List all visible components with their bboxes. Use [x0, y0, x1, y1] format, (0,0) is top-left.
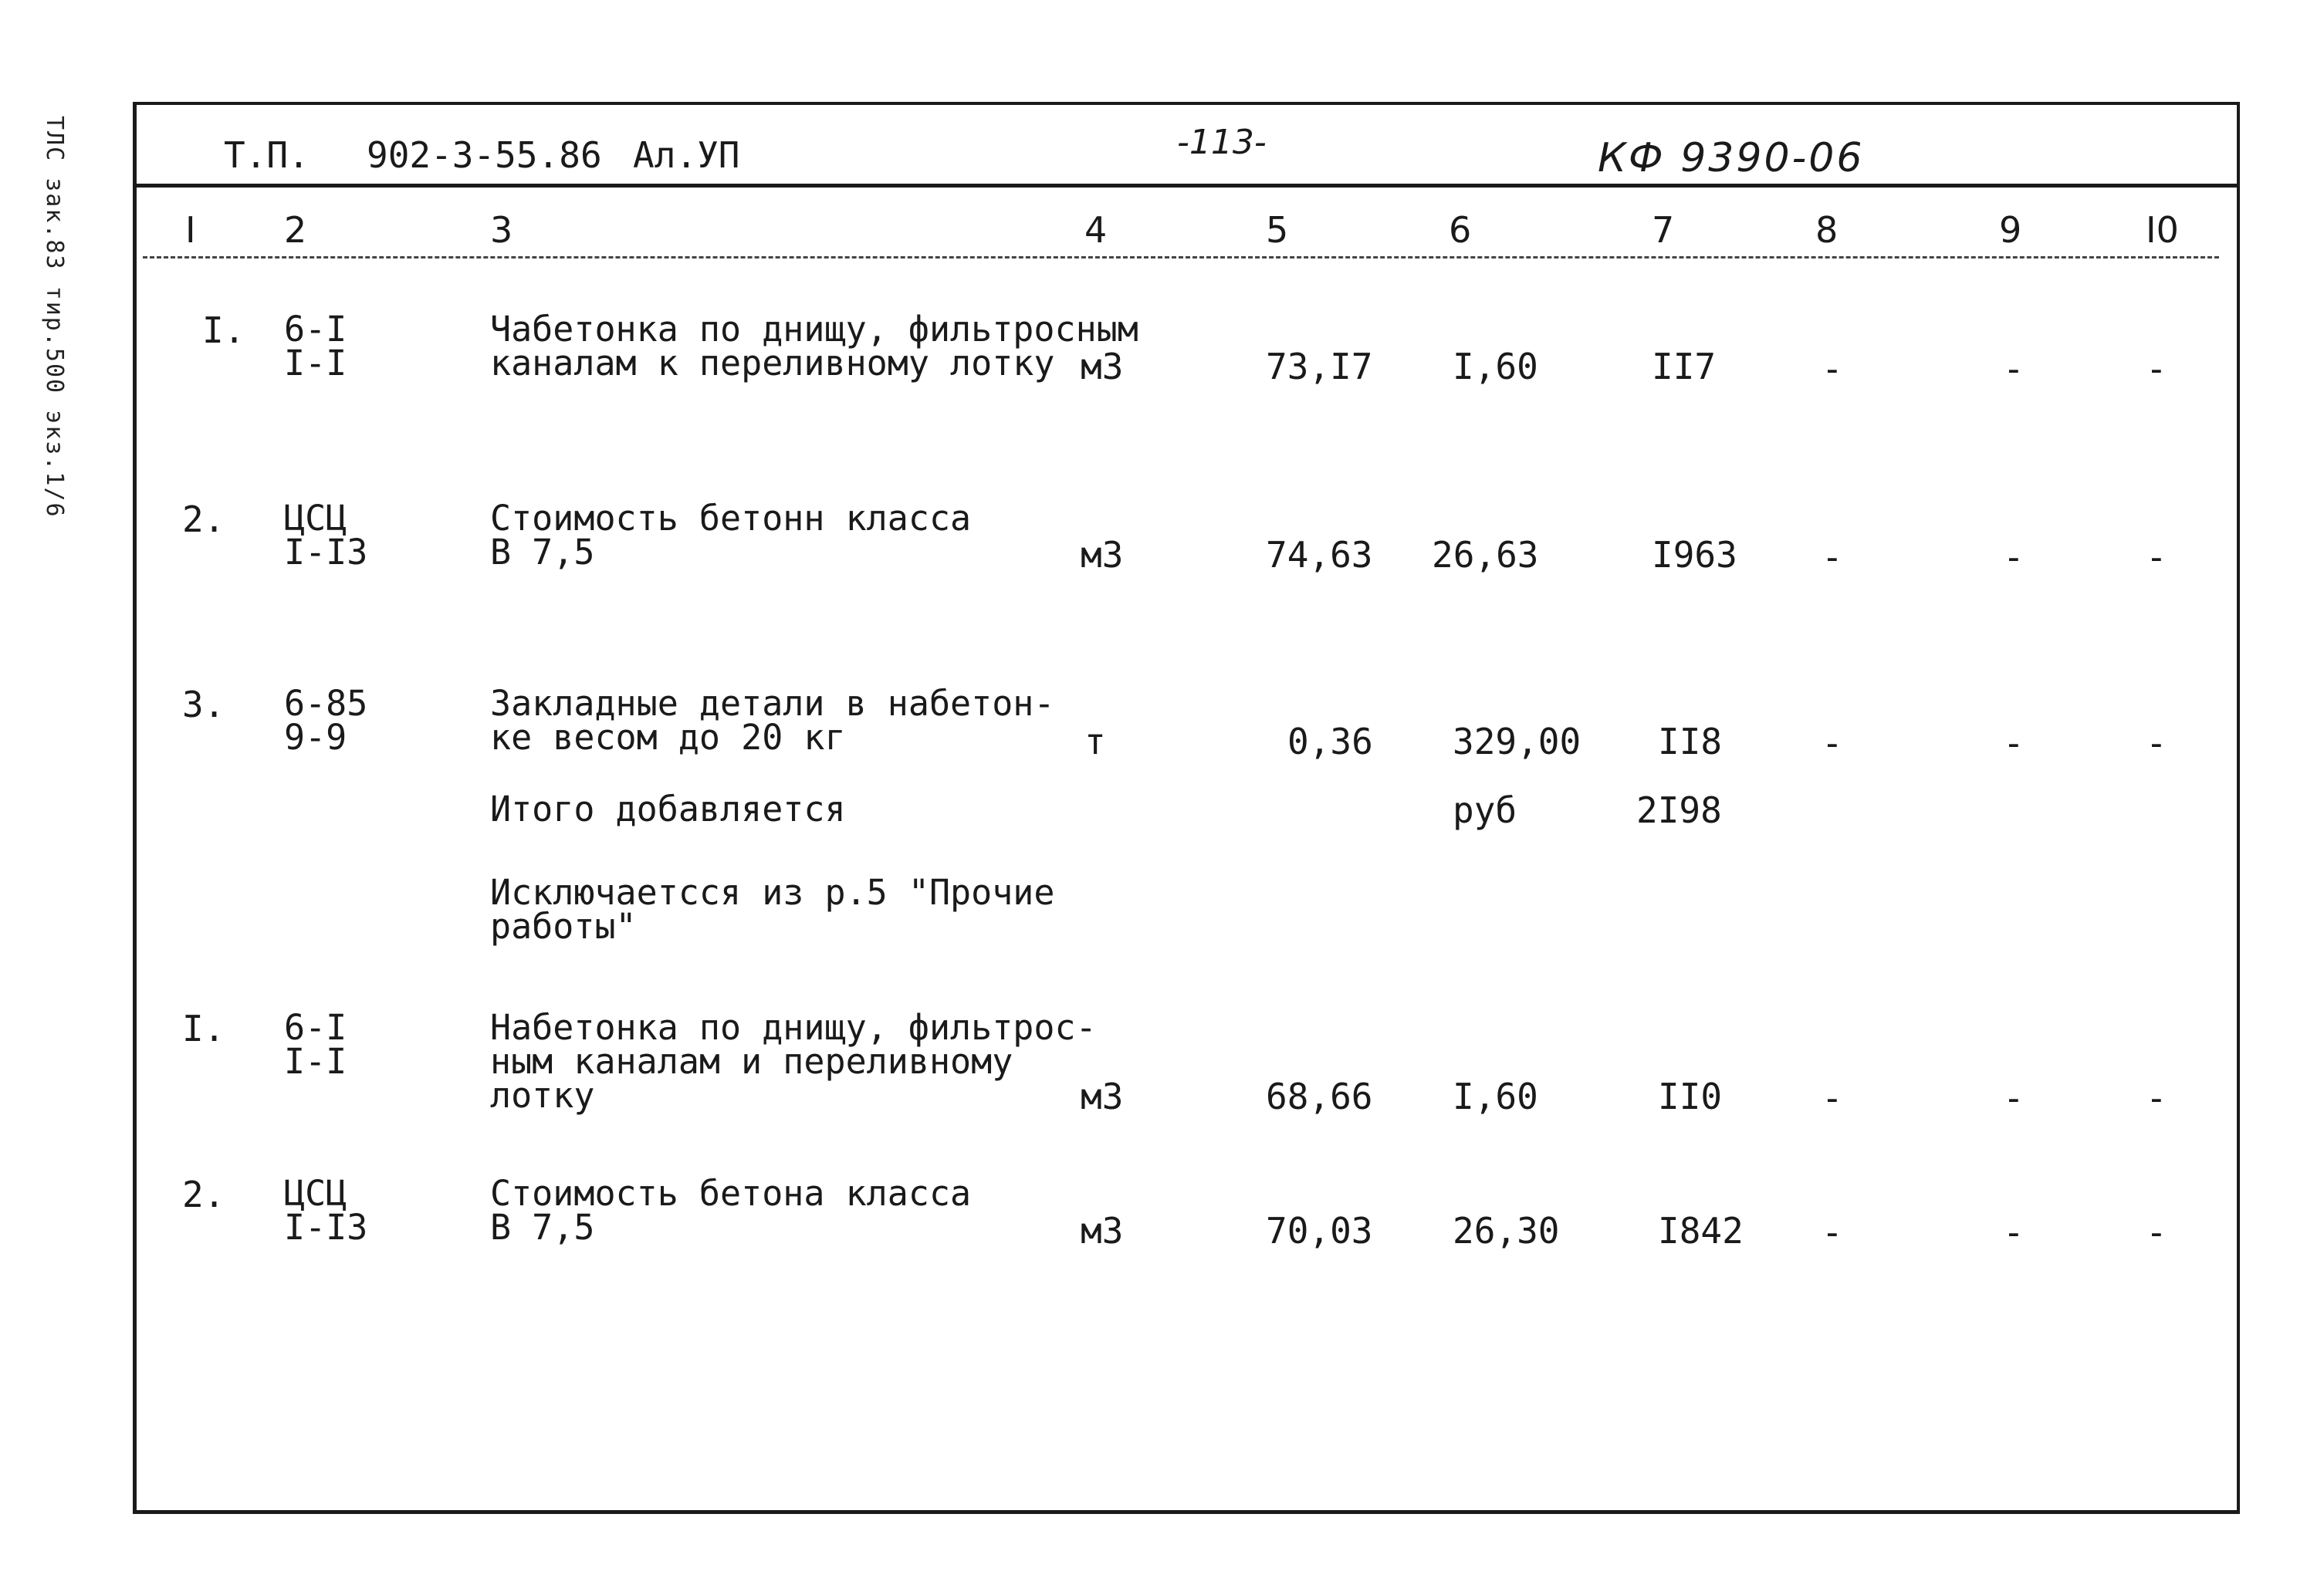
col-number-9: 9 — [1999, 209, 2022, 251]
total-cost: II8 — [1658, 721, 1723, 762]
quantity: 0,36 — [1287, 721, 1373, 762]
album-label: Ал.УП — [633, 134, 740, 176]
section-heading: Исключаетсся из р.5 "Прочие работы" — [490, 872, 1055, 947]
work-description: Чабетонка по днищу, фильтросным каналам к переливному лотку — [490, 309, 1138, 384]
col10-value: - — [2146, 536, 2167, 578]
col9-value: - — [2003, 348, 2025, 390]
unit: м3 — [1081, 1210, 1124, 1252]
margin-stamp: ТЛС зак.83 тир.500 экз.1/6 — [41, 116, 68, 519]
subtotal-value: 2I98 — [1636, 789, 1722, 831]
project-code: 902-3-55.86 — [367, 134, 602, 176]
col10-value: - — [2146, 1211, 2167, 1253]
norm-code: 6-I I-I — [284, 1007, 347, 1082]
col8-value: - — [1822, 1211, 1843, 1253]
row-num: I. — [202, 309, 245, 351]
col-number-4: 4 — [1084, 209, 1108, 251]
column-header-divider — [143, 256, 2219, 259]
col9-value: - — [2003, 1077, 2025, 1119]
work-description: Закладные детали в набетон- ке весом до 20 кг — [490, 683, 1055, 758]
col-number-1: I — [185, 209, 196, 251]
col8-value: - — [1822, 722, 1843, 764]
row-num: 2. — [182, 1174, 225, 1215]
unit-price: I,60 — [1453, 1076, 1538, 1117]
total-cost: II0 — [1658, 1076, 1723, 1117]
subtotal-label: Итого добавляется — [490, 789, 846, 830]
col-number-2: 2 — [284, 209, 307, 251]
col8-value: - — [1822, 348, 1843, 390]
col8-value: - — [1822, 1077, 1843, 1119]
unit-price: I,60 — [1453, 346, 1538, 387]
work-description: Стоимость бетонн класса В 7,5 — [490, 498, 972, 573]
col9-value: - — [2003, 1211, 2025, 1253]
total-cost: II7 — [1652, 346, 1717, 387]
col-number-6: 6 — [1449, 209, 1472, 251]
work-description: Набетонка по днищу, фильтрос- ным каналам и переливному лотку — [490, 1007, 1097, 1116]
unit: м3 — [1081, 346, 1124, 387]
col10-value: - — [2146, 1077, 2167, 1119]
norm-code: ЦСЦ I-I3 — [284, 1173, 368, 1248]
page-number: -113- — [1177, 123, 1267, 162]
row-num: I. — [182, 1008, 225, 1049]
unit-price: 26,30 — [1453, 1210, 1560, 1252]
col9-value: - — [2003, 536, 2025, 578]
quantity: 70,03 — [1266, 1210, 1373, 1252]
row-num: 3. — [182, 684, 225, 725]
work-description: Стоимость бетона класса В 7,5 — [490, 1173, 972, 1248]
col-number-7: 7 — [1652, 209, 1675, 251]
unit-price: 329,00 — [1453, 721, 1581, 762]
col10-value: - — [2146, 722, 2167, 764]
norm-code: 6-I I-I — [284, 309, 347, 384]
col-number-5: 5 — [1266, 209, 1289, 251]
unit: м3 — [1081, 534, 1124, 576]
col10-value: - — [2146, 348, 2167, 390]
doc-code: КФ 9390-06 — [1598, 135, 1865, 181]
col-number-10: I0 — [2146, 209, 2179, 251]
col9-value: - — [2003, 722, 2025, 764]
unit: м3 — [1081, 1076, 1124, 1117]
col8-value: - — [1822, 536, 1843, 578]
tp-label: Т.П. — [224, 134, 310, 176]
header-divider — [133, 184, 2240, 188]
document-frame — [133, 102, 2240, 1514]
quantity: 73,I7 — [1266, 346, 1373, 387]
col-number-8: 8 — [1815, 209, 1839, 251]
unit: т — [1084, 721, 1106, 762]
row-num: 2. — [182, 498, 225, 540]
unit-price: 26,63 — [1432, 534, 1539, 576]
quantity: 68,66 — [1266, 1076, 1373, 1117]
norm-code: 6-85 9-9 — [284, 683, 368, 758]
norm-code: ЦСЦ I-I3 — [284, 498, 368, 573]
currency-label: руб — [1453, 789, 1517, 831]
col-number-3: 3 — [490, 209, 513, 251]
quantity: 74,63 — [1266, 534, 1373, 576]
total-cost: I842 — [1658, 1210, 1744, 1252]
total-cost: I963 — [1652, 534, 1737, 576]
